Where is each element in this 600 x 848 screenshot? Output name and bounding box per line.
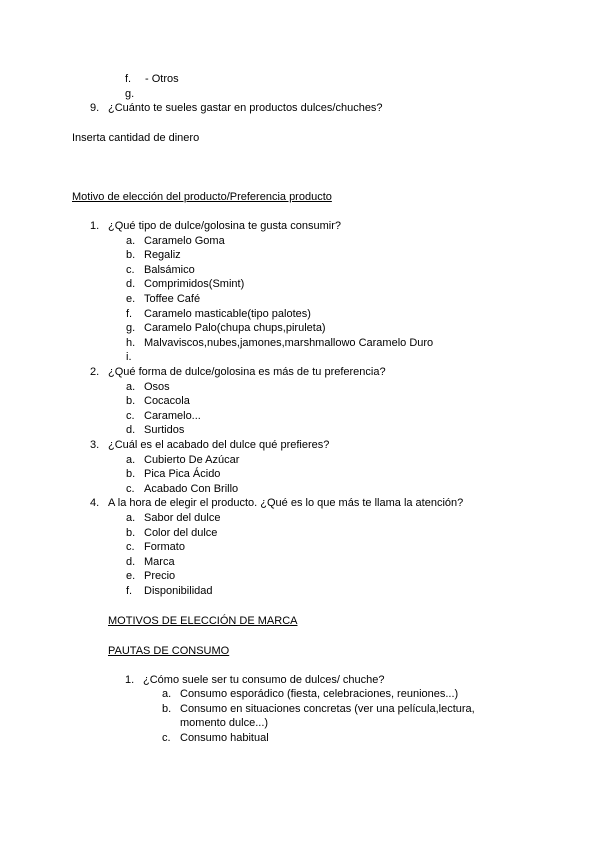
option-text: Caramelo masticable(tipo palotes) (144, 308, 311, 320)
option-text: Balsámico (144, 264, 195, 276)
question-text: A la hora de elegir el producto. ¿Qué es lo que más te llama la atención? (108, 497, 464, 509)
list-marker: c. (162, 732, 171, 744)
list-marker: d. (126, 556, 136, 568)
list-marker: b. (162, 703, 172, 715)
answer-hint: Inserta cantidad de dinero (72, 132, 200, 144)
list-marker: f. (126, 308, 133, 320)
list-marker: i. (126, 351, 132, 363)
list-marker: c. (126, 264, 135, 276)
section-heading: Motivo de elección del producto/Preferencia producto (72, 191, 332, 203)
list-marker: a. (126, 512, 136, 524)
list-marker: g. (125, 88, 135, 100)
question-number: 9. (90, 102, 100, 114)
list-marker: c. (126, 483, 135, 495)
option-text: Consumo habitual (180, 732, 269, 744)
list-marker: g. (126, 322, 136, 334)
question-number: 4. (90, 497, 100, 509)
list-marker: h. (126, 337, 136, 349)
option-text: Cubierto De Azúcar (144, 454, 240, 466)
option-text-continued: momento dulce...) (180, 717, 269, 729)
list-marker: b. (126, 249, 136, 261)
option-text: Sabor del dulce (144, 512, 221, 524)
option-text: Toffee Café (144, 293, 201, 305)
list-marker: a. (126, 381, 136, 393)
option-text: Formato (144, 541, 185, 553)
list-marker: f. (125, 73, 132, 85)
option-text: Consumo en situaciones concretas (ver una película,lectura, (180, 703, 475, 715)
option-text: Precio (144, 570, 176, 582)
option-text: Comprimidos(Smint) (144, 278, 245, 290)
option-text: Consumo esporádico (fiesta, celebraciones, reuniones...) (180, 688, 459, 700)
option-text: Regaliz (144, 249, 181, 261)
question-number: 1. (90, 220, 100, 232)
question-text: ¿Qué tipo de dulce/golosina te gusta consumir? (108, 220, 341, 232)
list-marker: e. (126, 293, 136, 305)
list-marker: e. (126, 570, 136, 582)
list-marker: b. (126, 468, 136, 480)
option-text: Color del dulce (144, 527, 218, 539)
section-heading: PAUTAS DE CONSUMO (108, 645, 230, 657)
option-text: Cocacola (144, 395, 190, 407)
list-marker: b. (126, 395, 136, 407)
option-text: Marca (144, 556, 175, 568)
option-text: Caramelo Goma (144, 235, 225, 247)
question-number: 1. (125, 674, 135, 686)
question-text: ¿Cómo suele ser tu consumo de dulces/ chuche? (143, 674, 385, 686)
list-marker: f. (126, 585, 133, 597)
question-text: ¿Qué forma de dulce/golosina es más de tu preferencia? (108, 366, 386, 378)
option-text: Malvaviscos,nubes,jamones,marshmallowo Caramelo Duro (144, 337, 434, 349)
list-marker: a. (162, 688, 172, 700)
list-marker: a. (126, 235, 136, 247)
option-text: Surtidos (144, 424, 185, 436)
list-marker: a. (126, 454, 136, 466)
option-text: Osos (144, 381, 170, 393)
option-text: - Otros (145, 73, 179, 85)
option-text: Disponibilidad (144, 585, 213, 597)
section-heading: MOTIVOS DE ELECCIÓN DE MARCA (108, 615, 298, 627)
option-text: Caramelo... (144, 410, 201, 422)
question-number: 3. (90, 439, 100, 451)
question-text: ¿Cuánto te sueles gastar en productos dulces/chuches? (108, 102, 383, 114)
option-text: Acabado Con Brillo (144, 483, 239, 495)
list-marker: d. (126, 278, 136, 290)
option-text: Pica Pica Ácido (144, 468, 221, 480)
list-marker: b. (126, 527, 136, 539)
option-text: Caramelo Palo(chupa chups,piruleta) (144, 322, 326, 334)
list-marker: c. (126, 541, 135, 553)
question-number: 2. (90, 366, 100, 378)
question-text: ¿Cuál es el acabado del dulce qué prefieres? (108, 439, 330, 451)
list-marker: d. (126, 424, 136, 436)
list-marker: c. (126, 410, 135, 422)
